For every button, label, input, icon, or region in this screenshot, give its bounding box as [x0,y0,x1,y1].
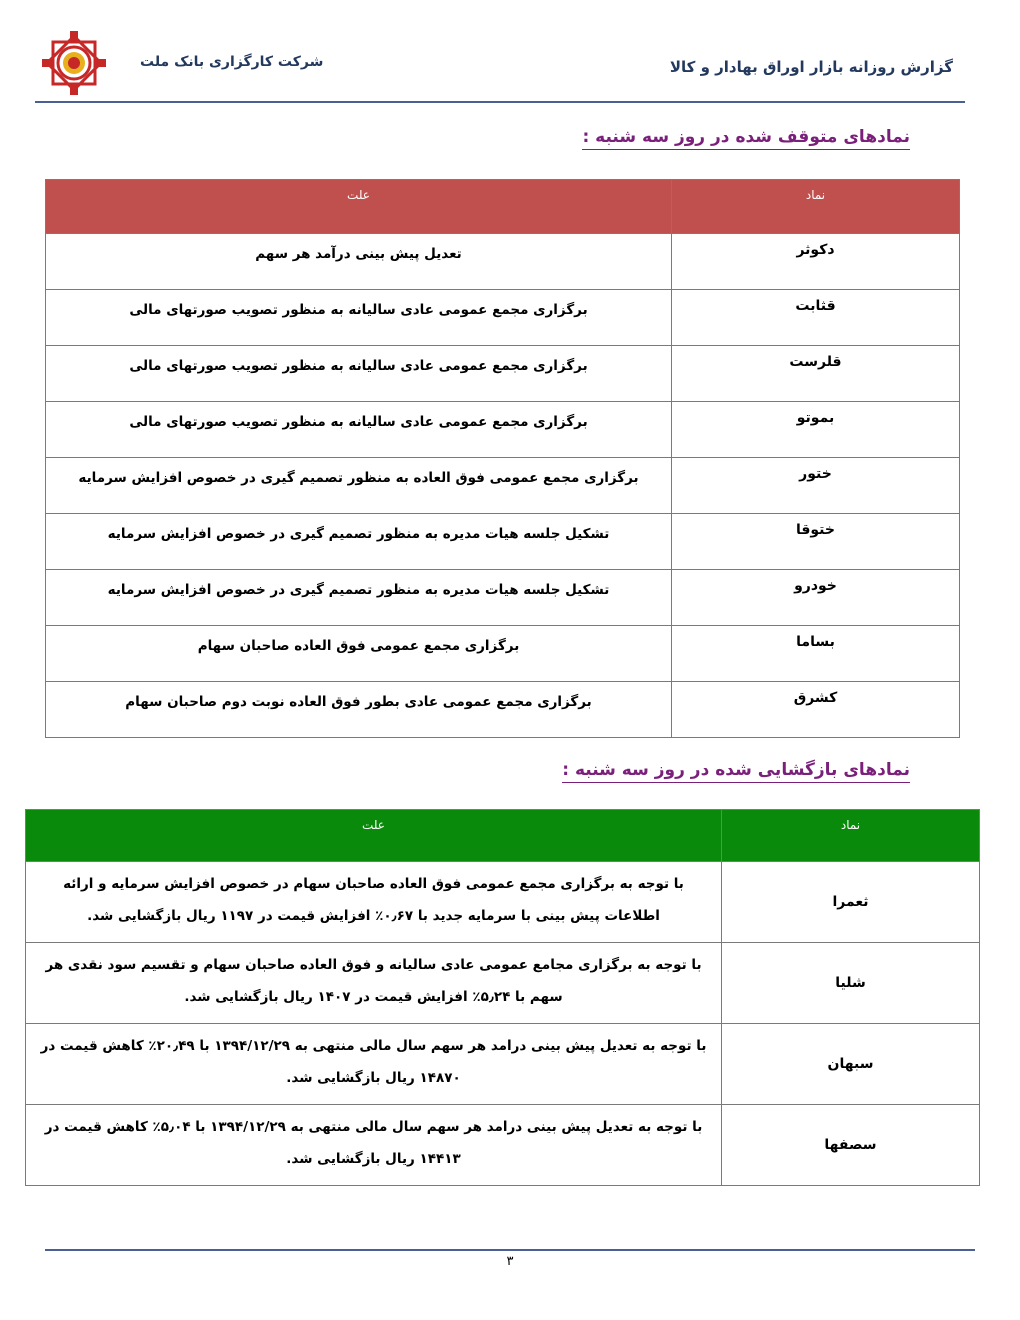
table-row [26,1105,980,1186]
page-number: ۳ [506,1254,514,1269]
table-row [46,402,960,458]
header-divider [35,101,965,103]
symbol-cell: شلیا [722,943,980,1024]
symbol-cell: کشرق [672,682,960,738]
table-row [46,234,960,290]
reason-cell: تعدیل پیش بینی درآمد هر سهم [46,234,672,290]
page-header [35,0,965,104]
reason-cell: با توجه به تعدیل پیش بینی درامد هر سهم سال مالی منتهی به ۱۳۹۴/۱۲/۲۹ با ۲۰٫۴۹٪ کاهش قیمت در ۱۴۸۷۰ ریال بازگشایی شد. [26,1024,722,1105]
reason-cell: تشکیل جلسه هیات مدیره به منظور تصمیم گیری در خصوص افزایش سرمایه [46,514,672,570]
footer-divider [45,1249,975,1251]
symbol-cell: دکوثر [672,234,960,290]
reason-cell: برگزاری مجمع عمومی عادی سالیانه به منظور تصویب صورتهای مالی [46,290,672,346]
table-row [46,346,960,402]
halted-symbols-table [45,179,960,738]
table-row [46,626,960,682]
table-row [46,458,960,514]
symbol-cell: سصفها [722,1105,980,1186]
column-header-symbol: نماد [672,180,960,234]
reason-cell: با توجه به برگزاری مجمع عمومی فوق العاده صاحبان سهام در خصوص افزایش سرمایه و ارائه اطلاعات پیش بینی با سرمایه جدید با ۰٫۶۷٪ افزایش قیمت در ۱۱۹۷ ریال بازگشایی شد. [26,862,722,943]
table-row [26,862,980,943]
symbol-cell: بموتو [672,402,960,458]
symbol-cell: بساما [672,626,960,682]
reason-cell: برگزاری مجمع عمومی عادی سالیانه به منظور تصویب صورتهای مالی [46,346,672,402]
table-row [46,514,960,570]
reason-cell: تشکیل جلسه هیات مدیره به منظور تصمیم گیری در خصوص افزایش سرمایه [46,570,672,626]
reason-cell: برگزاری مجمع عمومی عادی سالیانه به منظور تصویب صورتهای مالی [46,402,672,458]
reason-cell: برگزاری مجمع عمومی عادی بطور فوق العاده نوبت دوم صاحبان سهام [46,682,672,738]
reason-cell: برگزاری مجمع عمومی فوق العاده صاحبان سهام [46,626,672,682]
bank-mellat-logo-icon [41,30,107,96]
report-title: گزارش روزانه بازار اوراق بهادار و کالا [669,58,953,76]
symbol-cell: قلرست [672,346,960,402]
reason-cell: با توجه به تعدیل پیش بینی درامد هر سهم سال مالی منتهی به ۱۳۹۴/۱۲/۲۹ با ۵٫۰۴٪ کاهش قیمت در ۱۴۴۱۳ ریال بازگشایی شد. [26,1105,722,1186]
symbol-cell: سبهان [722,1024,980,1105]
column-header-reason: علت [46,180,672,234]
symbol-cell: ختور [672,458,960,514]
table-row [26,943,980,1024]
table-header-row [46,180,960,234]
table-header-row [26,810,980,862]
symbol-cell: ثعمرا [722,862,980,943]
symbol-cell: ختوقا [672,514,960,570]
table-row [46,682,960,738]
reopened-section-title: نمادهای بازگشایی شده در روز سه شنبه : [562,760,910,783]
column-header-reason: علت [26,810,722,862]
table-row [26,1024,980,1105]
table-row [46,290,960,346]
reason-cell: با توجه به برگزاری مجامع عمومی عادی سالیانه و فوق العاده صاحبان سهام و تقسیم سود نقدی هر سهم با ۵٫۲۴٪ افزایش قیمت در ۱۴۰۷ ریال بازگشایی شد. [26,943,722,1024]
company-name: شرکت کارگزاری بانک ملت [140,54,324,70]
table-row [46,570,960,626]
reason-cell: برگزاری مجمع عمومی فوق العاده به منظور تصمیم گیری در خصوص افزایش سرمایه [46,458,672,514]
reopened-symbols-table [25,809,980,1186]
halted-section-title: نمادهای متوقف شده در روز سه شنبه : [582,127,910,150]
symbol-cell: قثابت [672,290,960,346]
symbol-cell: خودرو [672,570,960,626]
column-header-symbol: نماد [722,810,980,862]
